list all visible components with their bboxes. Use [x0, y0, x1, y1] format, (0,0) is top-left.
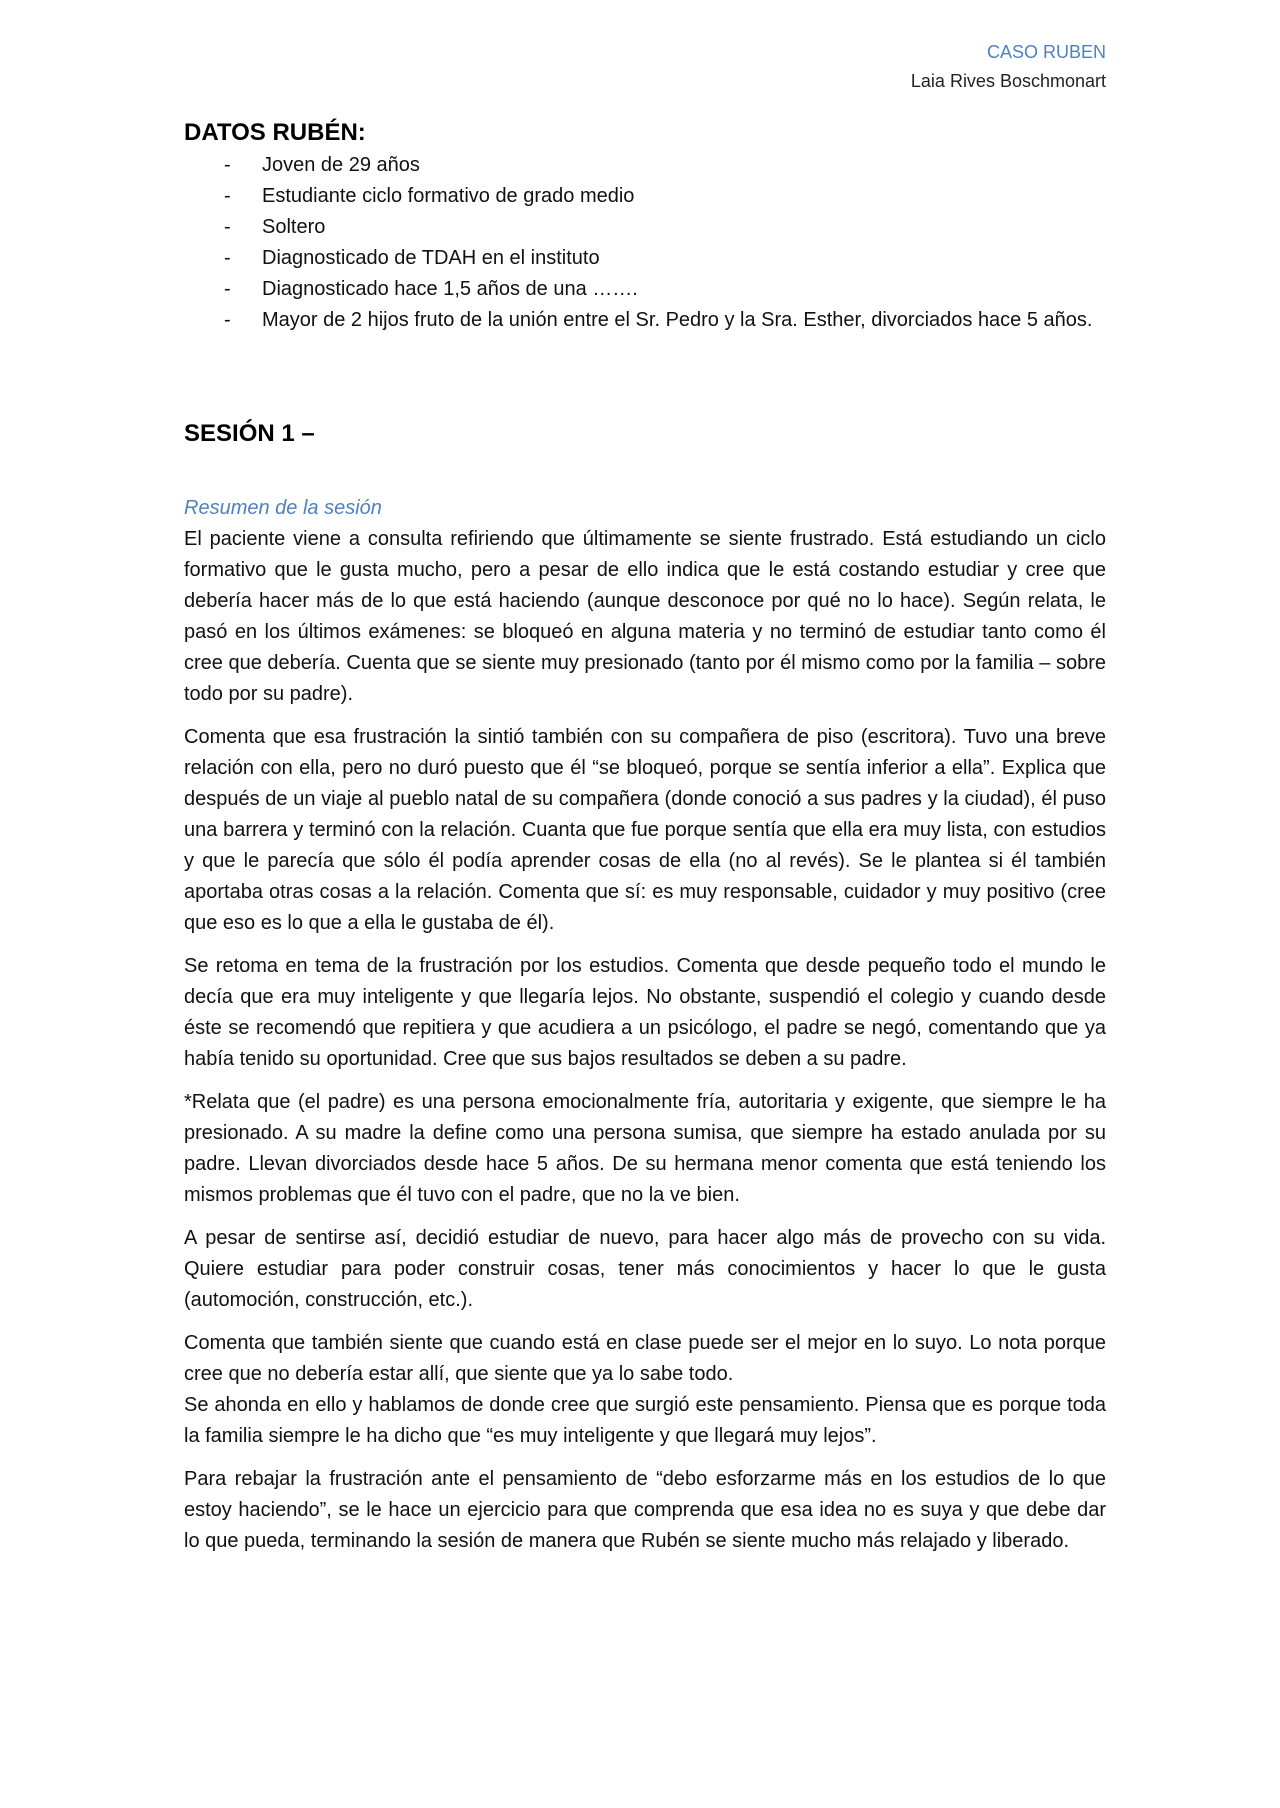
- dash-bullet: -: [224, 309, 231, 331]
- session-paragraph: Para rebajar la frustración ante el pensamiento de “debo esforzarme más en los estudios de lo que estoy haciendo”, se le hace un ejercicio para que comprenda que esa idea no es suya y que debe dar lo que pueda, terminando la sesión de manera que Rubén se siente mucho más relajado y liberado.: [184, 1468, 1106, 1552]
- session-paragraph: Comenta que esa frustración la sintió también con su compañera de piso (escritora). Tuvo una breve relación con ella, pero no duró puesto que él “se bloqueó, porque se sentía inferior a ella”. Explica que después de un viaje al pueblo natal de su compañera (donde conoció a sus padres y la ciudad), él puso una barrera y terminó con la relación. Cuanta que fue porque sentía que ella era muy lista, con estudios y que le parecía que sólo él podía aprender cosas de ella (no al revés). Se le plantea si él también aportaba otras cosas a la relación. Comenta que sí: es muy responsable, cuidador y muy positivo (cree que eso es lo que a ella le gustaba de él).: [184, 726, 1106, 934]
- session-paragraph: *Relata que (el padre) es una persona emocionalmente fría, autoritaria y exigente, que siempre le ha presionado. A su madre la define como una persona sumisa, que siempre ha estado anulada por su padre. Llevan divorciados desde hace 5 años. De su hermana menor comenta que está teniendo los mismos problemas que él tuvo con el padre, que no la ve bien.: [184, 1091, 1106, 1206]
- session-paragraph: El paciente viene a consulta refiriendo que últimamente se siente frustrado. Está estudiando un ciclo formativo que le gusta mucho, pero a pesar de ello indica que le está costando estudiar y cree que debería hacer más de lo que está haciendo (aunque desconoce por qué no lo hace). Según relata, le pasó en los últimos exámenes: se bloqueó en alguna materia y no terminó de estudiar tanto como él cree que debería. Cuenta que se siente muy presionado (tanto por él mismo como por la familia – sobre todo por su padre).: [184, 528, 1106, 705]
- dash-bullet: -: [224, 278, 231, 300]
- header-title: CASO RUBEN: [986, 42, 1106, 62]
- session-paragraph: A pesar de sentirse así, decidió estudiar de nuevo, para hacer algo más de provecho con su vida. Quiere estudiar para poder construir cosas, tener más conocimientos y hacer lo que le gusta (automoción, construcción, etc.).: [184, 1227, 1106, 1311]
- list-item: [184, 150, 1104, 181]
- datos-heading: DATOS RUBÉN:: [184, 119, 366, 146]
- list-item: [184, 243, 1104, 274]
- session-paragraph: Se ahonda en ello y hablamos de donde cree que surgió este pensamiento. Piensa que es porque toda la familia siempre le ha dicho que “es muy inteligente y que llegará muy lejos”.: [184, 1394, 1106, 1447]
- list-item-text: Mayor de 2 hijos fruto de la unión entre el Sr. Pedro y la Sra. Esther, divorciados hace 5 años.: [262, 309, 1093, 331]
- list-item: [184, 305, 1104, 336]
- list-item: [184, 212, 1104, 243]
- sesion-heading: SESIÓN 1 –: [184, 420, 315, 447]
- session-paragraph: Comenta que también siente que cuando está en clase puede ser el mejor en lo suyo. Lo nota porque cree que no debería estar allí, que siente que ya lo sabe todo.: [184, 1332, 1106, 1385]
- dash-bullet: -: [224, 216, 231, 238]
- dash-bullet: -: [224, 185, 231, 207]
- datos-section: [184, 116, 1104, 336]
- dash-bullet: -: [224, 247, 231, 269]
- resumen-subheading: Resumen de la sesión: [184, 497, 382, 519]
- list-item-text: Estudiante ciclo formativo de grado medio: [262, 185, 635, 207]
- sesion-section: [184, 417, 1106, 1569]
- datos-list: [184, 150, 1104, 336]
- list-item-text: Joven de 29 años: [262, 154, 420, 176]
- header-author: Laia Rives Boschmonart: [910, 71, 1106, 91]
- list-item-text: Soltero: [262, 216, 326, 238]
- list-item-text: Diagnosticado hace 1,5 años de una …….: [262, 278, 638, 300]
- session-paragraph: Se retoma en tema de la frustración por los estudios. Comenta que desde pequeño todo el mundo le decía que era muy inteligente y que llegaría lejos. No obstante, suspendió el colegio y cuando desde éste se recomendó que repitiera y que acudiera a un psicólogo, el padre se negó, comentando que ya había tenido su oportunidad. Cree que sus bajos resultados se deben a su padre.: [184, 955, 1106, 1070]
- list-item: [184, 274, 1104, 305]
- list-item-text: Diagnosticado de TDAH en el instituto: [262, 247, 600, 269]
- page-header: [911, 38, 1106, 96]
- dash-bullet: -: [224, 154, 231, 176]
- list-item: [184, 181, 1104, 212]
